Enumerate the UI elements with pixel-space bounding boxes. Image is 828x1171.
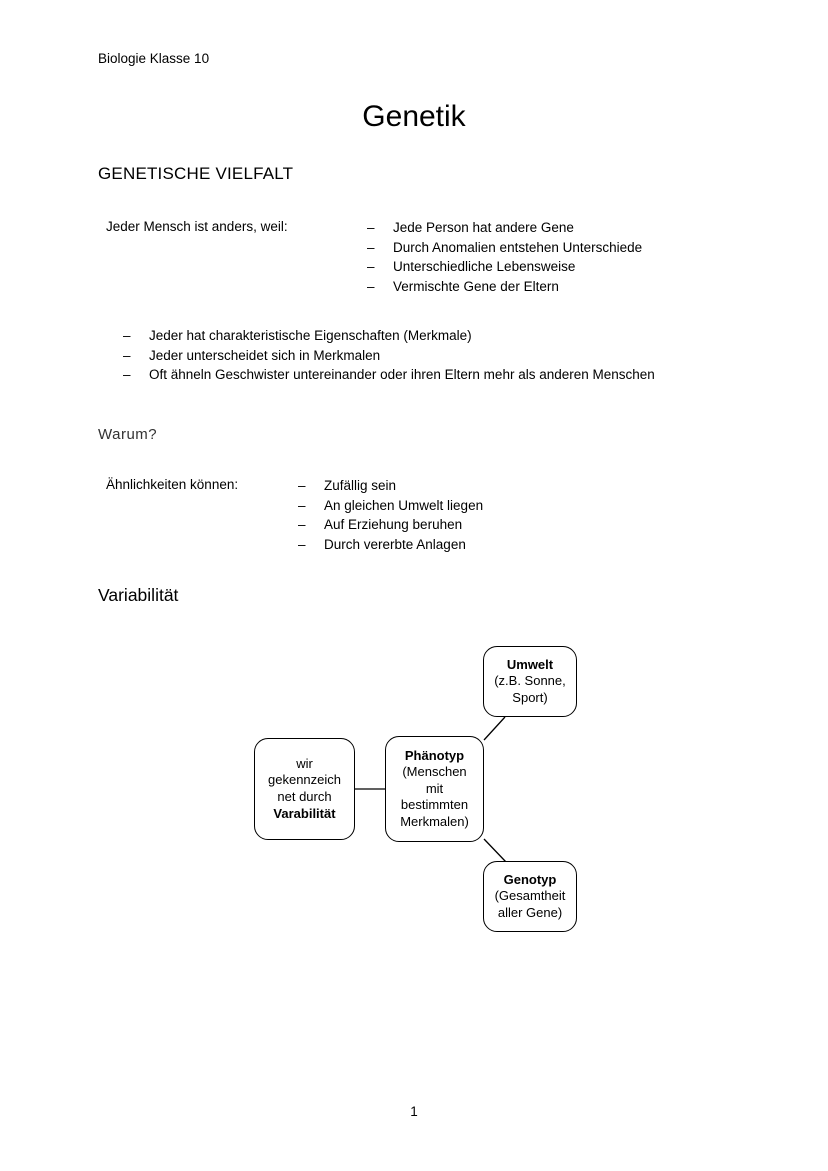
list-item: – Durch vererbte Anlagen — [298, 535, 483, 555]
list-item: – Unterschiedliche Lebensweise — [367, 257, 642, 277]
umwelt-box — [483, 646, 577, 717]
phaenotyp-text: (Menschen — [402, 764, 467, 780]
section-heading-warum: Warum? — [98, 426, 158, 443]
phaenotyp-box — [385, 736, 484, 842]
list-item: – Oft ähneln Geschwister untereinander oder ihren Eltern mehr als anderen Menschen — [123, 365, 655, 385]
variabilitaet-text: net durch — [277, 789, 332, 804]
list-item: – Auf Erziehung beruhen — [298, 515, 483, 535]
phaenotyp-text: bestimmten — [400, 797, 469, 813]
reasons-label: Jeder Mensch ist anders, weil: — [106, 219, 288, 234]
genotyp-box — [483, 861, 577, 932]
umwelt-title: Umwelt — [506, 656, 554, 672]
genotyp-text: (Gesamtheit — [494, 888, 566, 904]
section-heading-variabilitaet: Variabilität — [98, 585, 179, 605]
genotyp-title: Genotyp — [503, 871, 557, 887]
page-title: Genetik — [362, 100, 466, 133]
umwelt-text: Sport) — [512, 689, 548, 705]
variabilitaet-text: gekennzeich — [268, 772, 341, 788]
page-number: 1 — [410, 1104, 418, 1119]
connector-phaenotyp-genotyp — [484, 839, 506, 862]
genotyp-text: aller Gene) — [497, 904, 563, 920]
list-item: – Zufällig sein — [298, 476, 483, 496]
umwelt-text: (z.B. Sonne, — [494, 673, 566, 689]
variabilitaet-box — [254, 738, 355, 840]
variabilitaet-bold: Varabilität — [273, 805, 336, 821]
document-header: Biologie Klasse 10 — [98, 51, 210, 66]
list-item: – Vermischte Gene der Eltern — [367, 277, 642, 297]
connector-phaenotyp-umwelt — [484, 717, 505, 740]
variabilitaet-text: wir — [296, 755, 313, 771]
phaenotyp-title: Phänotyp — [404, 747, 465, 763]
section-heading-genetische-vielfalt: GENETISCHE VIELFALT — [98, 164, 294, 183]
list-item: – Jeder unterscheidet sich in Merkmalen — [123, 346, 655, 366]
similarities-label: Ähnlichkeiten können: — [106, 477, 239, 492]
phaenotyp-text: Merkmalen) — [400, 813, 469, 829]
list-item: – Jede Person hat andere Gene — [367, 218, 642, 238]
list-item: – Jeder hat charakteristische Eigenschaften (Merkmale) — [123, 326, 655, 346]
list-item: – Durch Anomalien entstehen Unterschiede — [367, 238, 642, 258]
phaenotyp-text: mit — [425, 780, 444, 796]
list-item: – An gleichen Umwelt liegen — [298, 496, 483, 516]
